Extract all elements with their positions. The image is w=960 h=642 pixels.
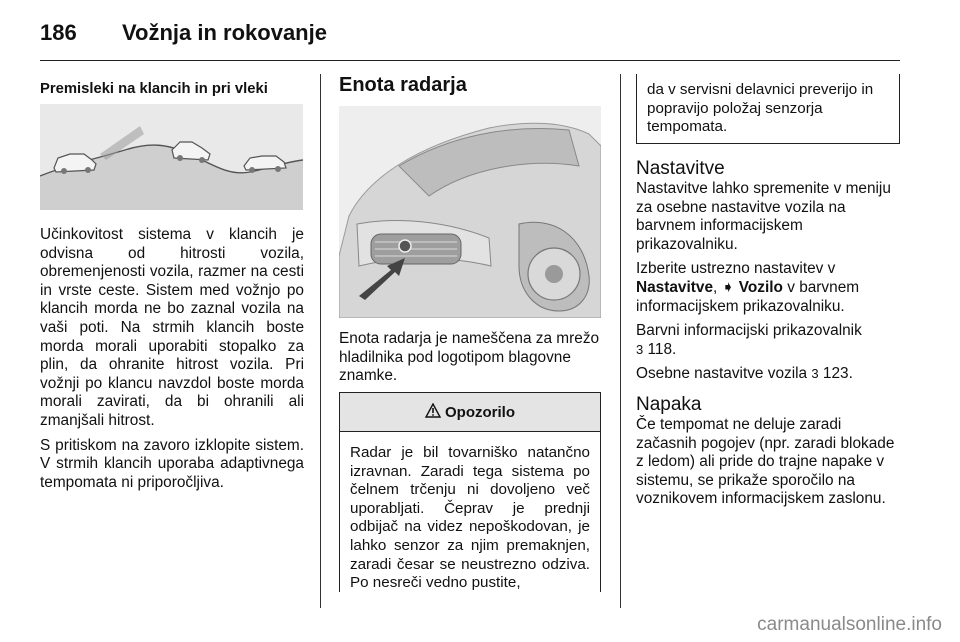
settings-p3-text: Barvni informacijski prikazovalnik [636,322,862,340]
watermark: carmanualsonline.info [757,614,942,635]
column-divider-2 [620,74,621,608]
car-front-image [339,106,601,318]
column-3-text [636,158,904,515]
fault-paragraph: Če tempomat ne deluje zaradi začasnih pogojev (npr. zaradi blokade z ledom) ali pride do trajne napake v sistemu, se prikaže sporočilo na voznikovem informacijskem zaslonu. [636,415,895,508]
hills-with-cars-image [40,104,303,210]
hills-subheading: Premisleki na klancih in pri vleki [40,81,268,97]
settings-p2-tail: v barvnem informacijskem prikazovalniku. [636,278,860,315]
warning-box [339,392,601,592]
page-ref-icon: 3 [811,366,819,382]
menu-arrow-icon: ➧ [721,278,735,296]
settings-p2-text: Izberite ustrezno nastavitev v [636,260,836,278]
header-rule [40,60,900,61]
settings-title: Nastavitve [636,158,725,179]
warning-header [340,393,600,432]
fault-title: Napaka [636,393,702,415]
settings-p4-text: Osebne nastavitve vozila [636,365,808,383]
column-1-text [40,226,304,498]
settings-paragraph-2: Izberite ustrezno nastavitev v Nastavitve, ➧ Vozilo v barvnem informacijskem prikazovalniku. [636,260,860,315]
page-header [40,14,900,58]
hills-paragraph-1: Učinkovitost sistema v klancih je odvisna od hitrosti vozila, obremenjenosti vozila, razmer na cesti in vrste ceste. Sistem med vožnjo po klancih morda ne bo zaznal vozila na vaši poti. Na strmih klancih boste morda morali uporabiti stopalko za plin, da ohranite hitrost vozila. Pri vožnji po klancu navzdol boste morda morali zavirati, da bi ohranili ali zmanjšali hitrost. [40,226,304,429]
column-divider-1 [320,74,321,608]
page-ref-icon: 3 [636,341,644,357]
settings-p3-ref: 118. [647,340,677,358]
warning-continued-box [636,74,900,144]
settings-paragraph-4 [636,365,904,384]
chapter-title: Vožnja in rokovanje [122,20,327,45]
radar-paragraph: Enota radarja je nameščena za mrežo hladilnika pod logotipom blagovne znamke. [339,330,600,385]
warning-triangle-icon [425,403,441,422]
radar-unit-title: Enota radarja [339,74,467,96]
page-number: 186 [40,20,77,45]
radar-car-illustration [339,106,601,318]
settings-paragraph-3 [636,322,904,359]
column-2 [339,76,601,99]
settings-p4-ref: 123. [822,365,853,383]
menu-settings-label: Nastavitve [636,278,713,296]
hills-paragraph-2: S pritiskom na zavoro izklopite sistem. V strmih klancih uporaba adaptivnega tempomata ni priporočljiva. [40,436,304,491]
settings-paragraph-1: Nastavitve lahko spremenite v meniju za osebne nastavitve vozila na barvnem informacijskem prikazovalniku. [636,180,891,253]
warning-text: Radar je bil tovarniško natančno izravnan. Zaradi tega sistema po čelnem trčenju ni dovoljeno več uporabljati. Čeprav je prednji odbijač na videz nepoškodovan, je lahko senzor za njim premaknjen, zaradi česar se neustrezno odziva. Po nesreči vedno pustite, [350,444,590,592]
warning-continued-text: da v servisni delavnici preverijo in popravijo položaj senzorja tempomata. [647,81,874,136]
menu-vehicle-label: Vozilo [738,278,783,296]
hills-illustration [40,104,303,210]
column-2-text [339,330,601,392]
warning-label: Opozorilo [445,403,515,421]
column-1 [40,80,304,99]
